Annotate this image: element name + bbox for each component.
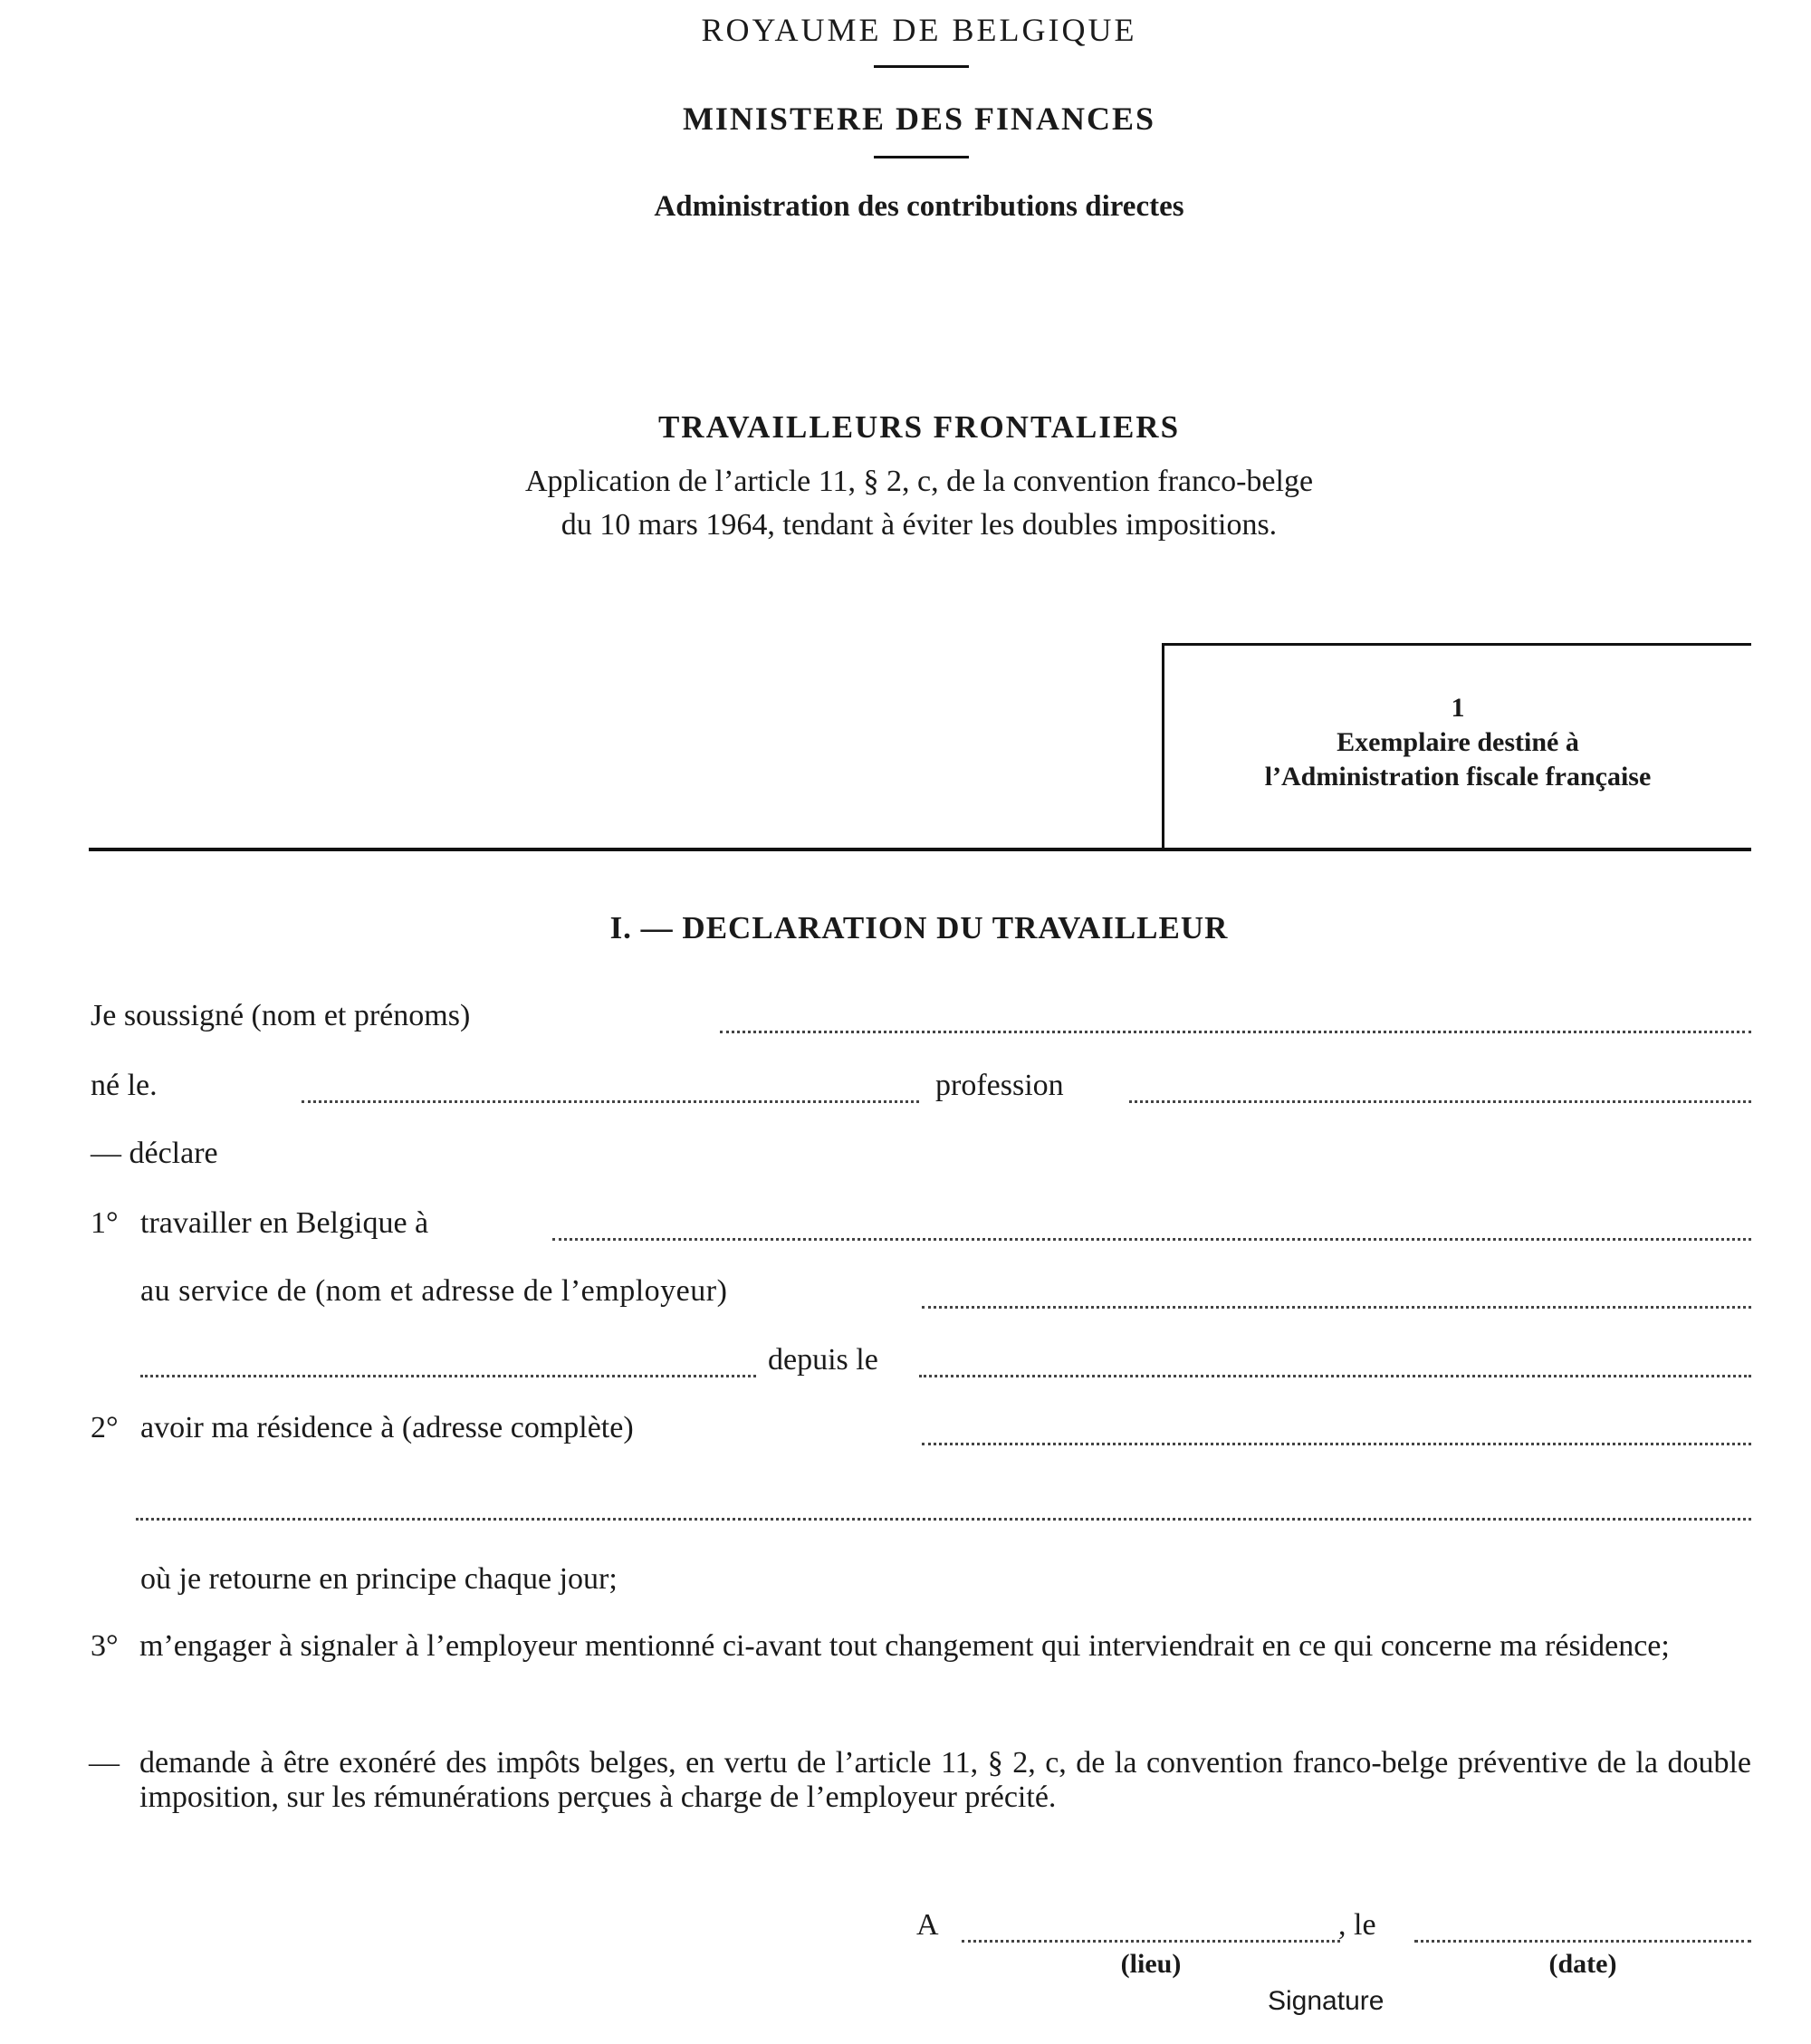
country-heading: ROYAUME DE BELGIQUE [701, 12, 1137, 48]
residence-field[interactable] [922, 1443, 1751, 1445]
request-text: demande à être exonéré des impôts belges, en vertu de l’article 11, § 2, c, de la convention franco-belge préventive de la double imposition, sur les rémunérations perçues à charge de l’employeur précité. [139, 1746, 1751, 1814]
birth-date-field[interactable] [302, 1100, 919, 1103]
declare-label: — déclare [91, 1137, 218, 1170]
document-subtitle-line2: du 10 mars 1964, tendant à éviter les doubles impositions. [561, 508, 1278, 542]
date-prefix-label: , le [1338, 1908, 1376, 1942]
profession-label: profession [935, 1069, 1064, 1102]
work-location-label: travailler en Belgique à [140, 1206, 429, 1240]
date-caption: (date) [1548, 1949, 1617, 1979]
copy-number: 1 [1451, 693, 1465, 723]
item2-number: 2° [91, 1411, 119, 1444]
section-heading: I. — DECLARATION DU TRAVAILLEUR [609, 910, 1229, 945]
daily-return-text: où je retourne en principe chaque jour; [140, 1562, 618, 1596]
employer-field[interactable] [922, 1306, 1751, 1309]
profession-field[interactable] [1129, 1100, 1751, 1103]
item3-number: 3° [91, 1629, 119, 1663]
place-field[interactable] [962, 1940, 1340, 1943]
document-subtitle-line1: Application de l’article 11, § 2, c, de la convention franco-belge [524, 465, 1314, 498]
employer-field-continued[interactable] [140, 1375, 756, 1377]
administration-heading: Administration des contributions directes [654, 190, 1184, 223]
since-date-field[interactable] [919, 1375, 1751, 1377]
work-location-field[interactable] [552, 1238, 1751, 1241]
copy-destination-line2: l’Administration fiscale française [1264, 762, 1652, 792]
header-divider-2 [874, 156, 969, 158]
copy-box-top-border [1162, 643, 1751, 646]
item1-number: 1° [91, 1206, 119, 1240]
place-caption: (lieu) [1120, 1949, 1182, 1979]
item3-text: m’engager à signaler à l’employeur mentionné ci-avant tout changement qui interviendrait en ce qui concerne ma résidence; [139, 1629, 1670, 1663]
name-field[interactable] [720, 1031, 1751, 1033]
birth-date-label: né le. [91, 1069, 158, 1102]
since-label: depuis le [768, 1343, 878, 1377]
document-title: TRAVAILLEURS FRONTALIERS [657, 409, 1181, 445]
header-divider-1 [874, 65, 969, 68]
section-divider [89, 848, 1751, 851]
name-label: Je soussigné (nom et prénoms) [91, 999, 471, 1032]
employer-label: au service de (nom et adresse de l’employeur) [140, 1274, 728, 1308]
signature-label: Signature [1268, 1986, 1385, 2016]
date-field[interactable] [1414, 1940, 1751, 1943]
residence-label: avoir ma résidence à (adresse complète) [140, 1411, 634, 1444]
copy-destination-line1: Exemplaire destiné à [1337, 727, 1579, 757]
residence-field-continued[interactable] [136, 1518, 1751, 1521]
place-prefix-label: A [916, 1908, 939, 1942]
request-dash: — [89, 1746, 120, 1780]
ministry-heading: MINISTERE DES FINANCES [682, 101, 1156, 137]
